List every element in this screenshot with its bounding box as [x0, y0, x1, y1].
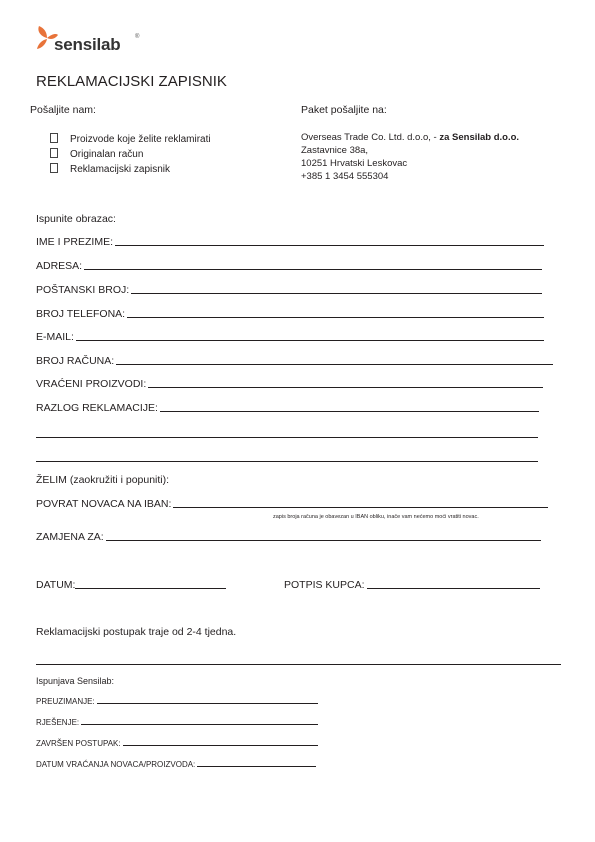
form-intro: Ispunite obrazac: [36, 213, 116, 225]
complaint-reason-field[interactable]: RAZLOG REKLAMACIJE: [36, 402, 539, 414]
complaint-reason-line-3[interactable] [36, 461, 538, 462]
exchange-field[interactable]: ZAMJENA ZA: [36, 531, 541, 543]
date-field[interactable]: DATUM: [36, 579, 226, 591]
checkbox-glyph-icon [50, 163, 58, 173]
phone-field[interactable]: BROJ TELEFONA: [36, 308, 544, 320]
address-line-2: Zastavnice 38a, [301, 145, 369, 156]
iban-refund-field[interactable]: POVRAT NOVACA NA IBAN: [36, 498, 548, 510]
checkbox-glyph-icon [50, 148, 58, 158]
address-phone: +385 1 3454 555304 [301, 171, 389, 182]
duration-note: Reklamacijski postupak traje od 2-4 tjedna. [36, 626, 237, 638]
address-field[interactable]: ADRESA: [36, 260, 542, 272]
name-field[interactable]: IME I PREZIME: [36, 236, 544, 248]
return-date-field[interactable]: DATUM VRAĆANJA NOVACA/PROIZVODA: [36, 760, 316, 769]
logo-wordmark: sensilab [54, 35, 121, 54]
office-heading: Ispunjava Sensilab: [36, 676, 115, 686]
section-divider [36, 664, 561, 665]
list-item: Reklamacijski zapisnik [50, 163, 211, 178]
checkbox-glyph-icon [50, 133, 58, 143]
wish-heading: ŽELIM (zaokružiti i popuniti): [36, 474, 170, 486]
email-field[interactable]: E-MAIL: [36, 331, 544, 343]
customer-signature-field[interactable]: POTPIS KUPCA: [284, 579, 540, 591]
send-us-heading: Pošaljite nam: [30, 104, 96, 116]
iban-note: zapis broja računa je obavezan u IBAN obliku, inače vam nećemo moći vratiti novac. [273, 514, 479, 520]
address-line-1: Overseas Trade Co. Ltd. d.o.o, - za Sensilab d.o.o. [301, 132, 520, 143]
postal-code-field[interactable]: POŠTANSKI BROJ: [36, 284, 542, 296]
ship-to-address [301, 131, 519, 183]
list-item: Originalan račun [50, 148, 211, 163]
send-us-list [50, 133, 211, 178]
sensilab-logo [36, 24, 156, 58]
registered-mark: ® [135, 34, 140, 40]
pickup-field[interactable]: PREUZIMANJE: [36, 697, 318, 706]
address-line-3: 10251 Hrvatski Leskovac [301, 158, 408, 169]
complaint-reason-line-2[interactable] [36, 437, 538, 438]
ship-to-heading: Paket pošaljite na: [301, 104, 387, 116]
resolution-field[interactable]: RJEŠENJE: [36, 718, 318, 727]
returned-products-field[interactable]: VRAĆENI PROIZVODI: [36, 378, 543, 390]
completed-process-field[interactable]: ZAVRŠEN POSTUPAK: [36, 739, 318, 748]
list-item: Proizvode koje želite reklamirati [50, 133, 211, 148]
receipt-number-field[interactable]: BROJ RAČUNA: [36, 355, 553, 367]
page-title: REKLAMACIJSKI ZAPISNIK [36, 73, 227, 90]
